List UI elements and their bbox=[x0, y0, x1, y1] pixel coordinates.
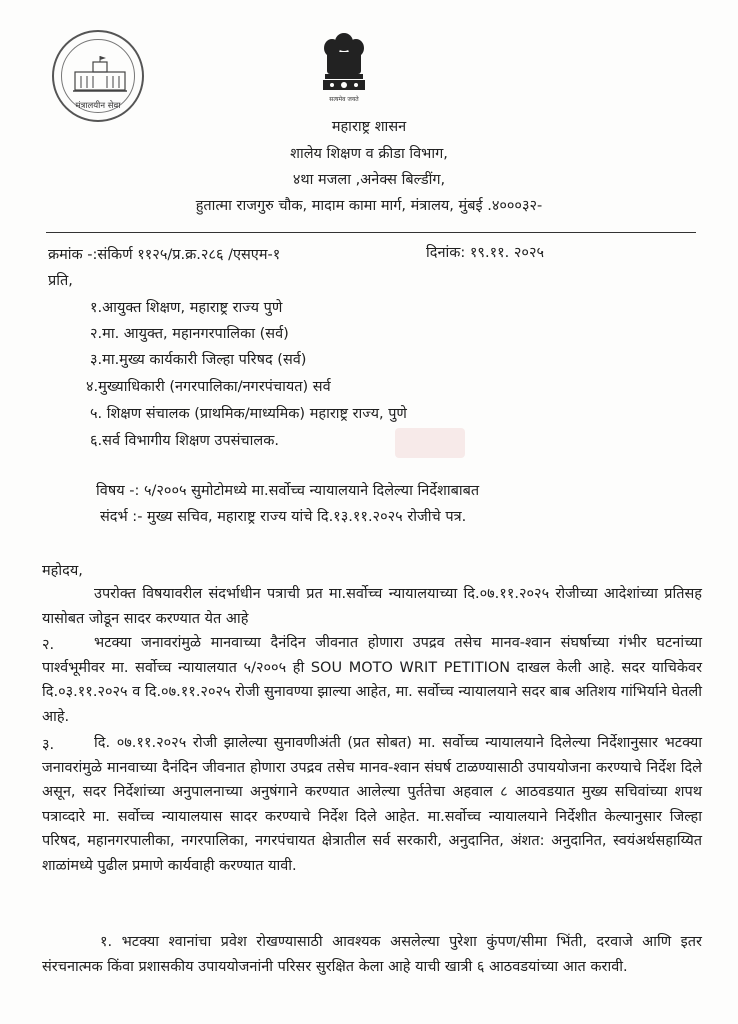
paragraph-1: उपरोक्त विषयावरील संदर्भाधीन पत्राची प्रत मा.सर्वोच्च न्यायालयाच्या दि.०७.११.२०२५ रोजीच्या आदेशांच्या प्रतिसह यासोबत जोडून सादर करण्यात येत आहे bbox=[42, 586, 702, 627]
paragraph-3-number: ३. bbox=[42, 737, 55, 753]
salutation: महोदय, bbox=[42, 563, 83, 579]
header-divider bbox=[46, 232, 696, 233]
recipient-item: ३.मा.मुख्य कार्यकारी जिल्हा परिषद (सर्व) bbox=[90, 352, 307, 368]
faint-stamp-mark bbox=[395, 428, 465, 458]
paragraph-2-number: २. bbox=[42, 637, 55, 653]
paragraph-3: दि. ०७.११.२०२५ रोजी झालेल्या सुनावणीअंती (प्रत सोबत) मा. सर्वोच्च न्यायालयाने दिलेल्या निर्देशानुसार भटक्या जनावरांमुळे मानवाच्या दैनंदिन जीवनात होणारा उपद्रव तसेच मानव-श्वान संघर्ष टाळण्यासाठी उपाययोजना करण्याचे निर्देश दिले असून, सदर निर्देशांच्या अनुपालनाच्या अनुषंगाने करण्यात आलेल्या पुर्ततेचा अहवाल ८ आठवडयात मुख्य सचिवांच्या शपथ पत्राव्दारे मा. सर्वोच्च न्यायालयास सादर करण्याचे निर्देश दिले आहेत. मा.सर्वोच्च न्यायालयाने निर्देशीत केल्यानुसार जिल्हा परिषद, महानगरपालीका, नगरपालिका, नगरपंचायत क्षेत्रातील सर्व सरकारी, अनुदानित, अंशत: अनुदानित, स्वयंअर्थसहाय्यित शाळांमध्ये पुढील प्रमाणे कार्यवाही करण्यात यावी. bbox=[42, 735, 702, 874]
reference-line: संदर्भ :- मुख्य सचिव, महाराष्ट्र राज्य यांचे दि.१३.११.२०२५ रोजीचे पत्र. bbox=[100, 509, 467, 525]
reference-number: क्रमांक -:संकिर्ण ११२५/प्र.क्र.२८६ /एसएम-१ bbox=[48, 247, 281, 263]
letterhead-address: हुतात्मा राजगुरु चौक, मादाम कामा मार्ग, मंत्रालय, मुंबई .४०००३२- bbox=[195, 198, 543, 214]
emblem-motto: सत्यमेव जयते bbox=[329, 96, 359, 103]
letter-date: दिनांक: १९.११. २०२५ bbox=[426, 245, 545, 261]
recipient-item: १.आयुक्त शिक्षण, महाराष्ट्र राज्य पुणे bbox=[90, 300, 283, 316]
letterhead-floor: ४था मजला ,अनेक्स बिल्डींग, bbox=[292, 172, 446, 188]
mantralaya-building-icon bbox=[71, 54, 129, 94]
to-label: प्रति, bbox=[48, 273, 73, 289]
ashoka-emblem-icon bbox=[319, 30, 369, 94]
recipient-item: ४.मुख्याधिकारी (नगरपालिका/नगरपंचायत) सर्व bbox=[86, 379, 331, 395]
letterhead-department: शालेय शिक्षण व क्रीडा विभाग, bbox=[290, 146, 448, 162]
subject-line: विषय -: ५/२००५ सुमोटोमध्ये मा.सर्वोच्च न्यायालयाने दिलेल्या निर्देशाबाबत bbox=[96, 483, 480, 499]
state-emblem bbox=[308, 30, 380, 110]
paragraph-2: भटक्या जनावरांमुळे मानवाच्या दैनंदिन जीवनात होणारा उपद्रव तसेच मानव-श्वान संघर्षाच्या गंभीर घटनांच्या पार्श्वभूमीवर मा. सर्वोच्च न्यायालयात ५/२००५ ही SOU MOTO WRIT PETITION दाखल केली आहे. सदर याचिकेवर दि.०३.११.२०२५ व दि.०७.११.२०२५ रोजी सुनावण्या झाल्या आहेत, मा. सर्वोच्च न्यायालयाने सदर बाब अतिशय गांभिर्याने घेतली आहे. bbox=[42, 635, 702, 725]
recipient-item: २.मा. आयुक्त, महानगरपालिका (सर्व) bbox=[90, 326, 289, 342]
mantralaya-seal bbox=[52, 30, 144, 122]
seal-label: मंत्रालयीन सेवा bbox=[75, 101, 121, 111]
recipient-item: ६.सर्व विभागीय शिक्षण उपसंचालक. bbox=[90, 433, 279, 449]
recipient-item: ५. शिक्षण संचालक (प्राथमिक/माध्यमिक) महाराष्ट्र राज्य, पुणे bbox=[90, 406, 407, 422]
point-1: १. भटक्या श्वानांचा प्रवेश रोखण्यासाठी आवश्यक असलेल्या पुरेशा कुंपण/सीमा भिंती, दरवाजे आणि इतर संरचनात्मक किंवा प्रशासकीय उपाययोजनांनी परिसर सुरक्षित केला आहे याची खात्री ६ आठवडयांच्या आत करावी. bbox=[42, 934, 702, 975]
letterhead-government: महाराष्ट्र शासन bbox=[331, 119, 407, 135]
